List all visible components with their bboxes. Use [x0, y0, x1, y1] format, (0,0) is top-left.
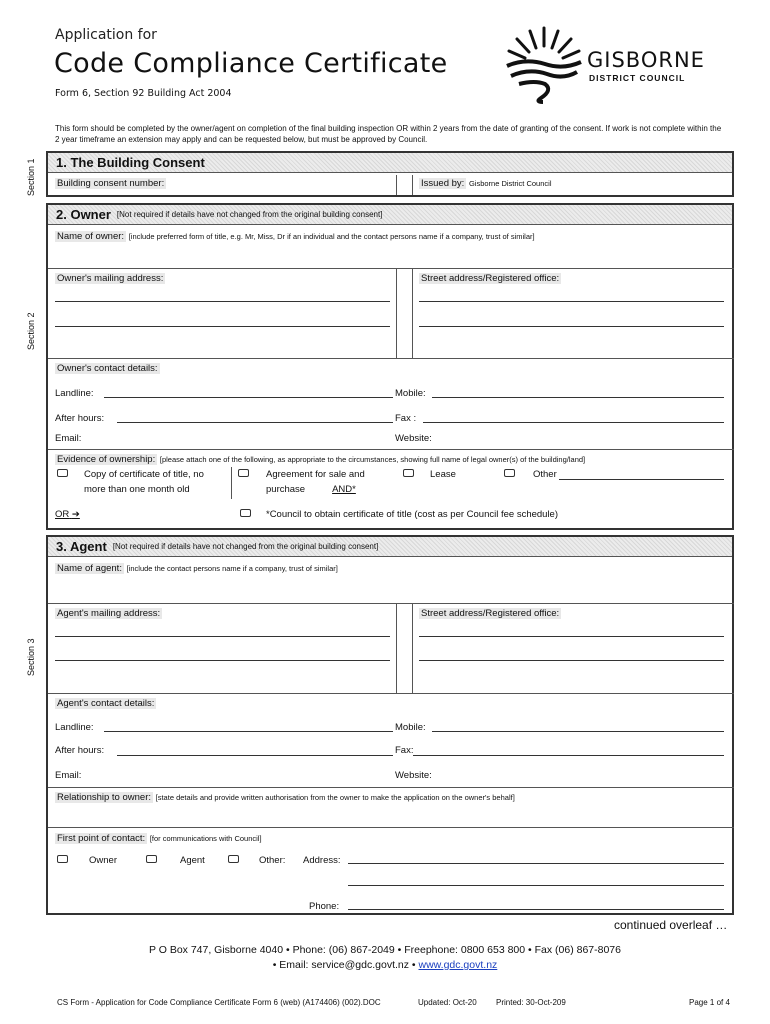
agent-fax-field[interactable] [413, 755, 724, 756]
contact-other-checkbox[interactable] [228, 855, 239, 863]
council-obtain-label: *Council to obtain certificate of title (cost as per Council fee schedule) [266, 509, 559, 520]
consent-number-label: Building consent number: [57, 178, 165, 189]
owner-mobile-label: Mobile: [395, 388, 426, 399]
form-subtitle: Form 6, Section 92 Building Act 2004 [55, 88, 232, 99]
arrow-right-icon: ➔ [71, 509, 80, 520]
agreement-checkbox[interactable] [238, 469, 249, 477]
agent-contact-label: Agent's contact details: [57, 698, 155, 709]
opt-copy-title-label: Copy of certificate of title, no more than one month old [84, 469, 204, 495]
agent-mobile-field[interactable] [432, 731, 724, 732]
agent-afterhours-field[interactable] [117, 755, 393, 756]
owner-landline-label: Landline: [55, 388, 94, 399]
owner-street-label: Street address/Registered office: [421, 273, 560, 284]
agent-mailing-line-1[interactable] [55, 636, 390, 637]
logo-name: GISBORNE [587, 48, 705, 72]
agent-website-label: Website: [395, 770, 432, 781]
section-2-label: Section 2 [26, 312, 36, 350]
evidence-label: Evidence of ownership: [please attach one of the following, as appropriate to the circumstances, showing full name of legal owner(s) of the building/land] [57, 454, 586, 465]
contact-address-label: Address: [303, 855, 341, 866]
council-logo [505, 24, 730, 104]
footer-page-number: Page 1 of 4 [689, 998, 730, 1007]
owner-mobile-field[interactable] [432, 397, 724, 398]
footer-email: • Email: service@gdc.govt.nz • [272, 959, 419, 971]
section-2-header [48, 205, 732, 225]
footer-printed: Printed: 30-Oct-209 [496, 998, 566, 1007]
contact-agent-checkbox[interactable] [146, 855, 157, 863]
contact-agent-label: Agent [180, 855, 205, 866]
other-evidence-field[interactable] [559, 479, 724, 480]
owner-fax-field[interactable] [423, 422, 724, 423]
section-1-box [46, 151, 734, 197]
owner-afterhours-field[interactable] [117, 422, 393, 423]
opt-agreement-label: Agreement for sale and purchase AND* [266, 469, 365, 495]
agent-landline-field[interactable] [104, 731, 393, 732]
page-title: Code Compliance Certificate [54, 48, 448, 79]
footer-contact [0, 959, 770, 971]
intro-text: This form should be completed by the owner/agent on completion of the final building inspection OR within 2 years from the date of granting of the consent. If work is not complete within the 2 year timeframe an extension may apply and can be requested below, but must be approved by Council. [55, 124, 722, 144]
section-3-label: Section 3 [26, 638, 36, 676]
agent-mailing-label: Agent's mailing address: [57, 608, 161, 619]
agent-name-field[interactable] [50, 577, 730, 599]
owner-mailing-line-2[interactable] [55, 326, 390, 327]
footer-web-link[interactable]: www.gdc.govt.nz [418, 959, 498, 971]
sun-wave-icon [505, 24, 583, 104]
footer-docref: CS Form - Application for Code Compliance Certificate Form 6 (web) (A174406) (002).DOC [57, 998, 381, 1007]
contact-phone-label: Phone: [309, 901, 340, 912]
opt-lease-label: Lease [430, 469, 456, 480]
section-3-header [48, 537, 732, 557]
owner-landline-field[interactable] [104, 397, 393, 398]
owner-street-line-1[interactable] [419, 301, 724, 302]
continued-overleaf: continued overleaf … [614, 918, 728, 932]
contact-phone-field[interactable] [348, 909, 724, 910]
agent-landline-label: Landline: [55, 722, 94, 733]
owner-fax-label: Fax : [395, 413, 417, 424]
agent-mailing-line-2[interactable] [55, 660, 390, 661]
issued-by: Issued by: Gisborne District Council [421, 178, 552, 189]
owner-mailing-label: Owner's mailing address: [57, 273, 164, 284]
owner-email-label: Email: [55, 433, 82, 444]
owner-name-field[interactable] [50, 244, 730, 266]
section-3-note: [Not required if details have not changed from the original building consent] [112, 542, 379, 551]
owner-name-label: Name of owner: [include preferred form of title, e.g. Mr, Miss, Dr if an individual and the contact persons name if a company, trust of similar] [57, 231, 535, 242]
agent-street-label: Street address/Registered office: [421, 608, 560, 619]
lease-checkbox[interactable] [403, 469, 414, 477]
logo-council: DISTRICT COUNCIL [589, 73, 686, 83]
agent-mobile-label: Mobile: [395, 722, 426, 733]
or-label: OR ➔ [55, 509, 80, 520]
contact-owner-label: Owner [89, 855, 117, 866]
consent-number-field[interactable] [220, 174, 390, 194]
application-for-label: Application for [55, 27, 157, 43]
section-1-title: 1. The Building Consent [56, 155, 205, 170]
contact-other-label: Other: [259, 855, 286, 866]
section-2-title: 2. Owner [56, 207, 111, 222]
agent-street-line-1[interactable] [419, 636, 724, 637]
section-2-note: [Not required if details have not changed from the original building consent] [116, 210, 383, 219]
footer-address: P O Box 747, Gisborne 4040 • Phone: (06) 867-2049 • Freephone: 0800 653 800 • Fax (06) 867-8076 [149, 944, 621, 956]
relationship-label: Relationship to owner: [state details and provide written authorisation from the owner to make the application on the owner's behalf] [57, 792, 515, 803]
agent-name-label: Name of agent: [include the contact persons name if a company, trust of similar] [57, 563, 338, 574]
copy-title-checkbox[interactable] [57, 469, 68, 477]
contact-owner-checkbox[interactable] [57, 855, 68, 863]
relationship-field[interactable] [50, 807, 730, 827]
section-3-title: 3. Agent [56, 539, 107, 554]
other-checkbox[interactable] [504, 469, 515, 477]
agent-afterhours-label: After hours: [55, 745, 105, 756]
owner-contact-label: Owner's contact details: [57, 363, 158, 374]
agent-street-line-2[interactable] [419, 660, 724, 661]
owner-website-label: Website: [395, 433, 432, 444]
agent-fax-label: Fax: [395, 745, 414, 756]
first-contact-label: First point of contact: [for communications with Council] [57, 833, 262, 844]
section-1-label: Section 1 [26, 158, 36, 196]
owner-afterhours-label: After hours: [55, 413, 105, 424]
contact-address-line-2[interactable] [348, 885, 724, 886]
owner-mailing-line-1[interactable] [55, 301, 390, 302]
opt-other-label: Other [533, 469, 557, 480]
footer-updated: Updated: Oct-20 [418, 998, 477, 1007]
section-1-header [48, 153, 732, 173]
council-obtain-checkbox[interactable] [240, 509, 251, 517]
agent-email-label: Email: [55, 770, 82, 781]
owner-street-line-2[interactable] [419, 326, 724, 327]
contact-address-line-1[interactable] [348, 863, 724, 864]
